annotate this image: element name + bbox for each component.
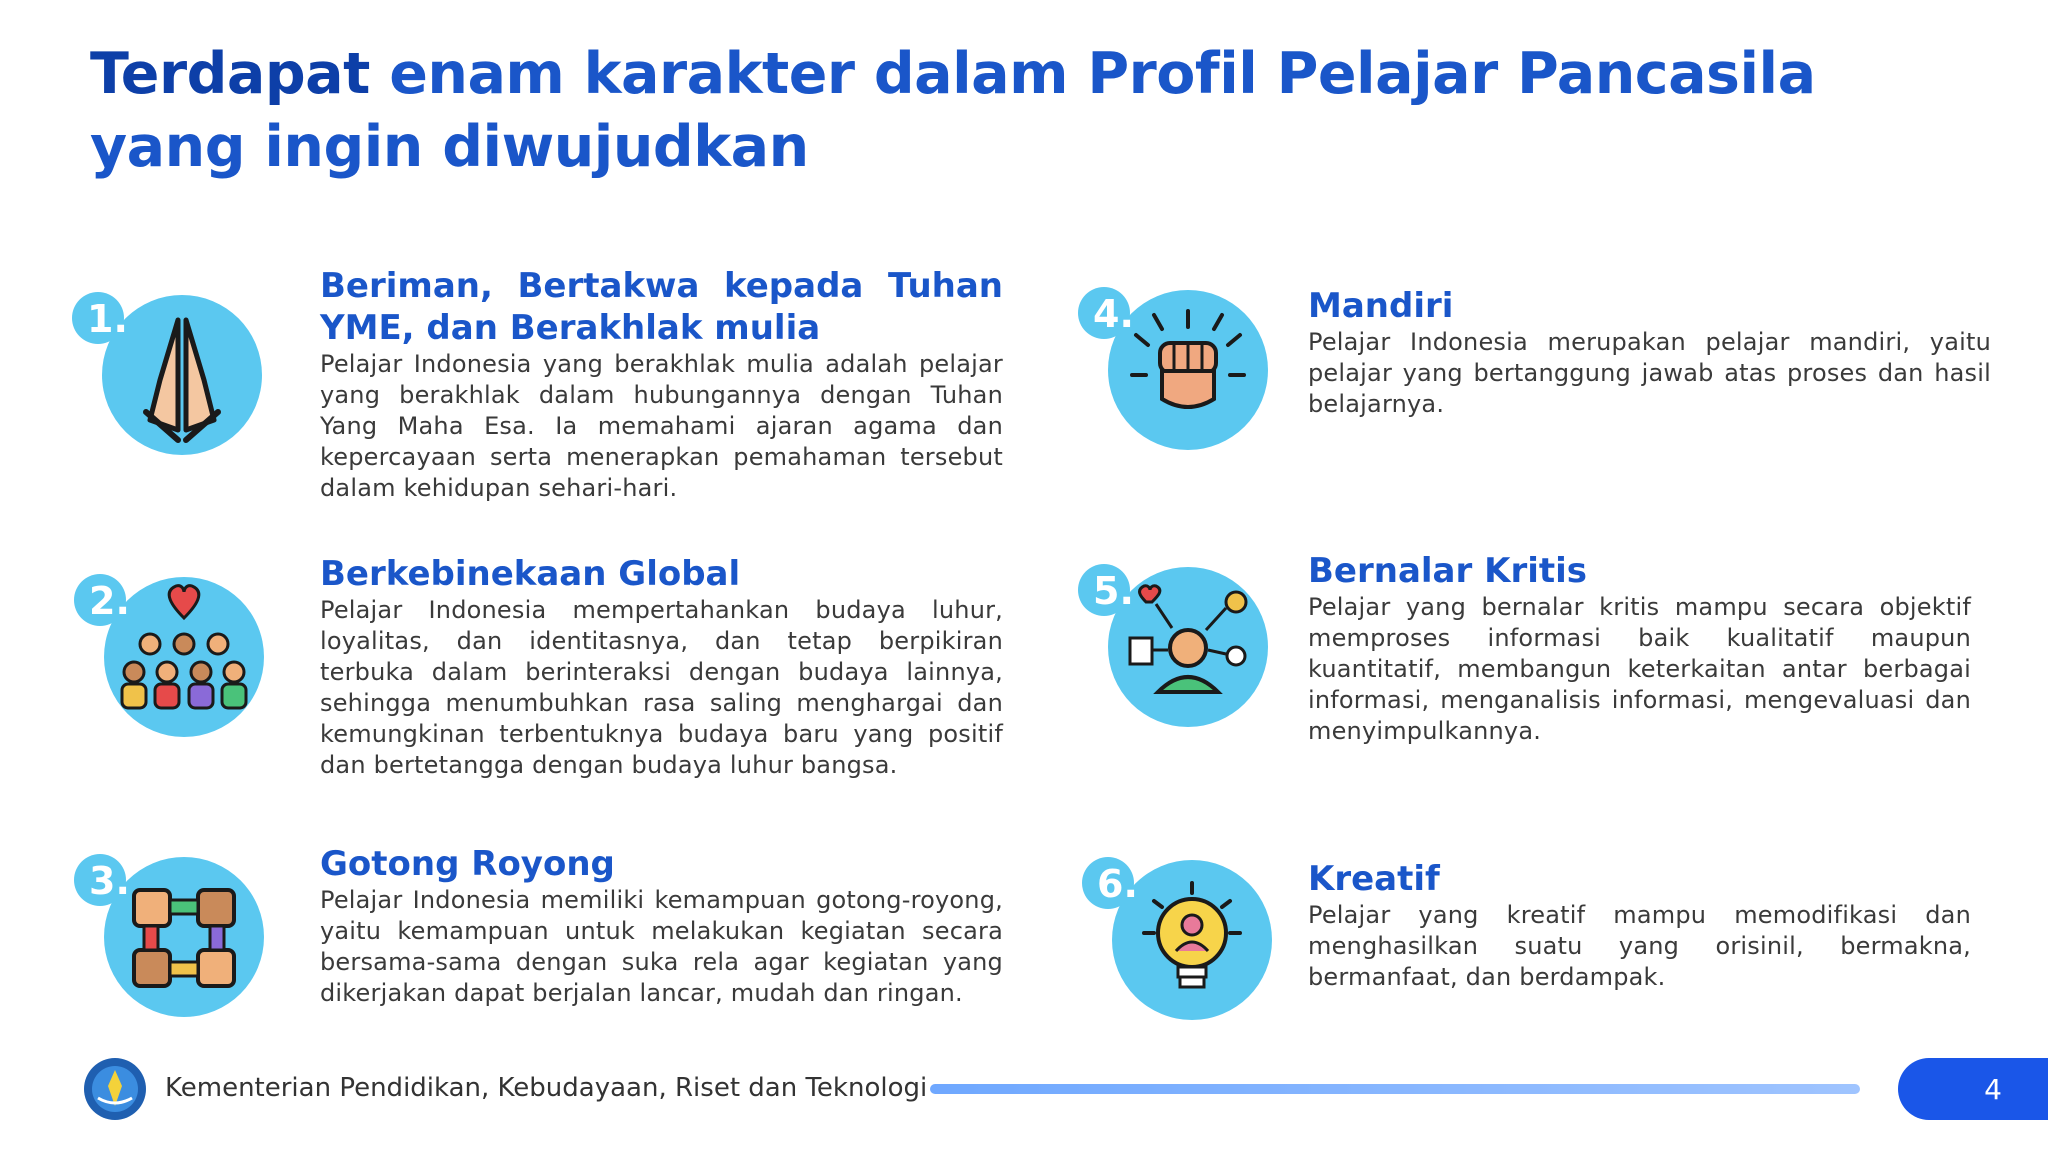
item-6-description: Pelajar yang kreatif mampu memodifikasi dan menghasilkan suatu yang orisinil, bermakna, bermanfaat, dan berdampak. [1308,901,1971,991]
item-2-description: Pelajar Indonesia mempertahankan budaya luhur, loyalitas, dan identitasnya, dan tetap berpikiran terbuka dalam berinteraksi dengan budaya lainnya, sehingga menumbuhkan rasa saling menghargai dan kemungkinan terbentuknya budaya baru yang positif dan bertetangga dengan budaya luhur bangsa. [320,596,1003,779]
ministry-logo-icon [82,1056,148,1127]
svg-text:2.: 2. [89,579,130,623]
footer-divider [930,1084,1860,1094]
item-2-title: Berkebinekaan Global [320,554,741,594]
page-title-lead: Terdapat [90,41,390,107]
item-5-description: Pelajar yang bernalar kritis mampu secara objektif memproses informasi baik kualitatif maupun kuantitatif, membangun keterkaitan antar berbagai informasi, menganalisis informasi, mengevaluasi dan menyimpulkannya. [1308,593,1971,745]
diverse-people-icon [72,562,282,742]
item-1-description: Pelajar Indonesia yang berakhlak mulia adalah pelajar yang berakhlak dalam hubungannya dengan Tuhan Yang Maha Esa. Ia memahami ajaran agama dan kepercayaan serta menerapkan pemahaman tersebut dalam kehidupan sehari-hari. [320,350,1003,502]
svg-text:1.: 1. [87,297,128,341]
item-4-title: Mandiri [1308,286,1454,326]
critical-thinker-icon [1076,552,1286,732]
ministry-name: Kementerian Pendidikan, Kebudayaan, Riset dan Teknologi [165,1073,928,1103]
item-6-title: Kreatif [1308,859,1440,899]
page-title [90,38,1940,184]
raised-fist-icon [1076,275,1286,455]
page-number-badge: 4 [1898,1058,2048,1120]
item-4-description: Pelajar Indonesia merupakan pelajar mandiri, yaitu pelajar yang bertanggung jawab atas proses dan hasil belajarnya. [1308,328,1991,418]
praying-hands-icon [70,280,280,460]
item-1-title: Beriman, Bertakwa kepada Tuhan YME, dan Berakhlak mulia [320,266,1003,348]
teamwork-hands-icon [72,842,282,1022]
item-3-description: Pelajar Indonesia memiliki kemampuan gotong-royong, yaitu kemampuan untuk melakukan kegiatan secara bersama-sama dengan suka rela agar kegiatan yang dikerjakan dapat berjalan lancar, mudah dan ringan. [320,886,1003,1007]
svg-text:6.: 6. [1097,862,1138,906]
item-5-title: Bernalar Kritis [1308,551,1588,591]
lightbulb-idea-icon [1080,845,1290,1025]
page-title-rest: enam karakter dalam Profil Pelajar Pancasila yang ingin diwujudkan [90,41,1816,180]
svg-text:5.: 5. [1093,569,1134,613]
svg-text:4.: 4. [1093,292,1134,336]
item-3-title: Gotong Royong [320,844,615,884]
svg-text:3.: 3. [89,859,130,903]
